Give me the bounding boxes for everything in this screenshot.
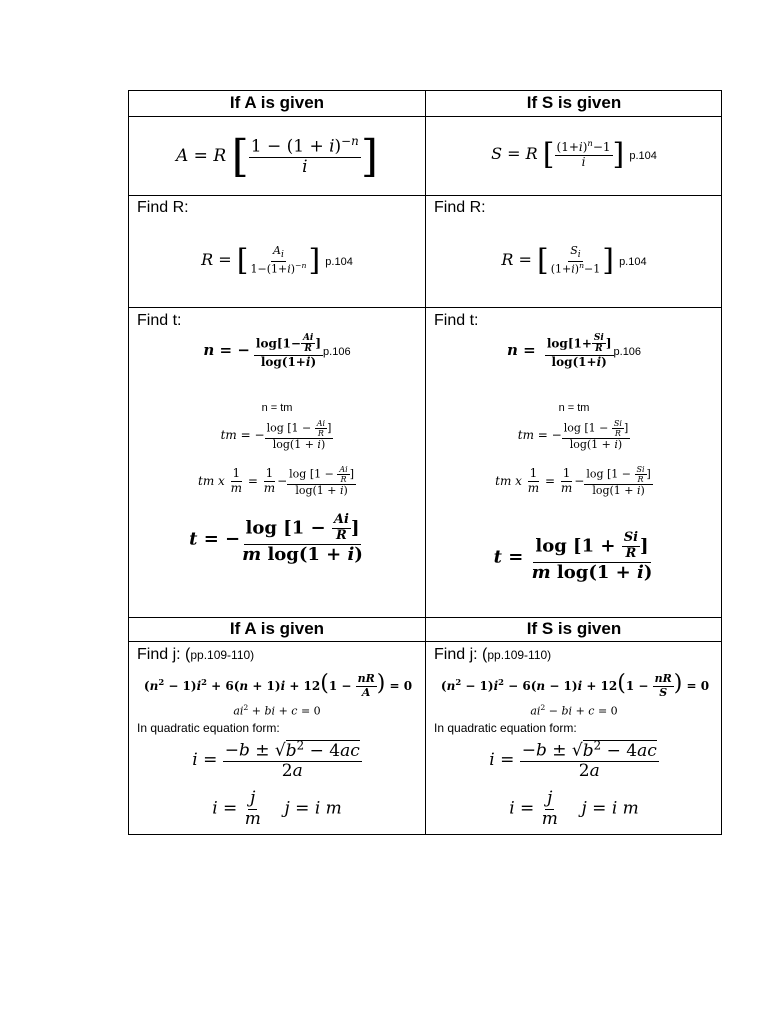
formula-future-value: S = R [ $\frac{(1+i)^n-1}{i}$ ] p.104	[491, 137, 657, 172]
row-divider	[129, 195, 721, 196]
formula-j-equation-a: $(n^2 - 1)i^2 + 6(n + 1)i + 12(1$ − $\frac{nR}{A}$ ) = 0	[143, 671, 413, 699]
page-ref: p.104	[619, 256, 647, 268]
formula-tm-x-1-over-m: tm x $\frac{1}{m}$ = $\frac{1}{m}$ − log [1 − $\frac{Si}{R}$ ] log(1 + i)	[495, 465, 651, 498]
formula-n-from-a: n = − log[1− $\frac{Ai}{R}$ ] log(1+i) p.106	[203, 333, 351, 369]
label-find-j: Find j: (pp.109-110)	[434, 646, 552, 663]
formula-t-from-a: t = − log [1 − $\frac{Ai}{R}$ ] m log(1 + i)	[189, 512, 363, 565]
label-quadratic-form: In quadratic equation form:	[434, 721, 577, 735]
row-divider	[129, 641, 721, 642]
row-divider	[129, 116, 721, 117]
page-ref: p.104	[629, 150, 657, 162]
formula-present-value: A = R [ $\frac{1 - (1 + i)^{-n}}{i}$ ]	[176, 131, 378, 182]
label-find-r: Find R:	[434, 199, 486, 216]
page-ref: p.106	[323, 346, 351, 359]
formula-n-from-s: n = log[1+ $\frac{Si}{R}$ ] log(1+i) p.106	[506, 333, 642, 369]
formula-quadratic-general: $ai^2$ − bi + c = 0	[530, 703, 618, 718]
page-ref: p.104	[325, 256, 353, 268]
header-if-s-given: If S is given	[526, 93, 622, 112]
formula-r-from-s: R = [ $\frac{S_i}{(1+i)^n-1}$ ] p.104	[501, 243, 647, 278]
label-find-j: Find j: (pp.109-110)	[137, 646, 255, 663]
n-equals-tm: n = tm	[261, 402, 293, 414]
formula-tm: tm = − log [1 − $\frac{Ai}{R}$ ] log(1 + i)	[220, 419, 332, 452]
column-divider	[425, 91, 426, 834]
formula-quadratic-solution: i = $\frac{-b \pm √b^2 - 4ac}{2a}$	[489, 738, 657, 782]
label-find-t: Find t:	[137, 312, 182, 329]
header-if-a-given: If A is given	[229, 619, 325, 638]
label-quadratic-form: In quadratic equation form:	[137, 721, 280, 735]
label-find-t: Find t:	[434, 312, 479, 329]
formula-table	[128, 90, 722, 835]
formula-t-from-s: t = log [1 + $\frac{Si}{R}$ ] m log(1 + i)	[493, 530, 653, 583]
formula-i-j-relation: i = $\frac{j}{m}$ j = i m	[212, 788, 342, 829]
page-ref: p.106	[613, 346, 642, 359]
header-if-a-given: If A is given	[229, 93, 325, 112]
formula-quadratic-solution: i = $\frac{-b \pm √b^2 - 4ac}{2a}$	[192, 738, 360, 782]
formula-j-equation-s: $(n^2 - 1)i^2 - 6(n - 1)i + 12(1$ − $\frac{nR}{S}$ ) = 0	[440, 671, 710, 699]
formula-r-from-a: R = [ $\frac{A_i}{1-(1+i)^{-n}}$ ] p.104	[201, 243, 353, 278]
formula-quadratic-general: $ai^2$ + bi + c = 0	[233, 703, 321, 718]
label-find-r: Find R:	[137, 199, 189, 216]
formula-i-j-relation: i = $\frac{j}{m}$ j = i m	[509, 788, 639, 829]
header-if-s-given: If S is given	[526, 619, 622, 638]
n-equals-tm: n = tm	[558, 402, 590, 414]
formula-tm-x-1-over-m: tm x $\frac{1}{m}$ = $\frac{1}{m}$ − log [1 − $\frac{Ai}{R}$ ] log(1 + i)	[198, 465, 354, 498]
formula-tm: tm = − log [1 − $\frac{Si}{R}$ ] log(1 + i)	[517, 419, 629, 452]
row-divider	[129, 307, 721, 308]
